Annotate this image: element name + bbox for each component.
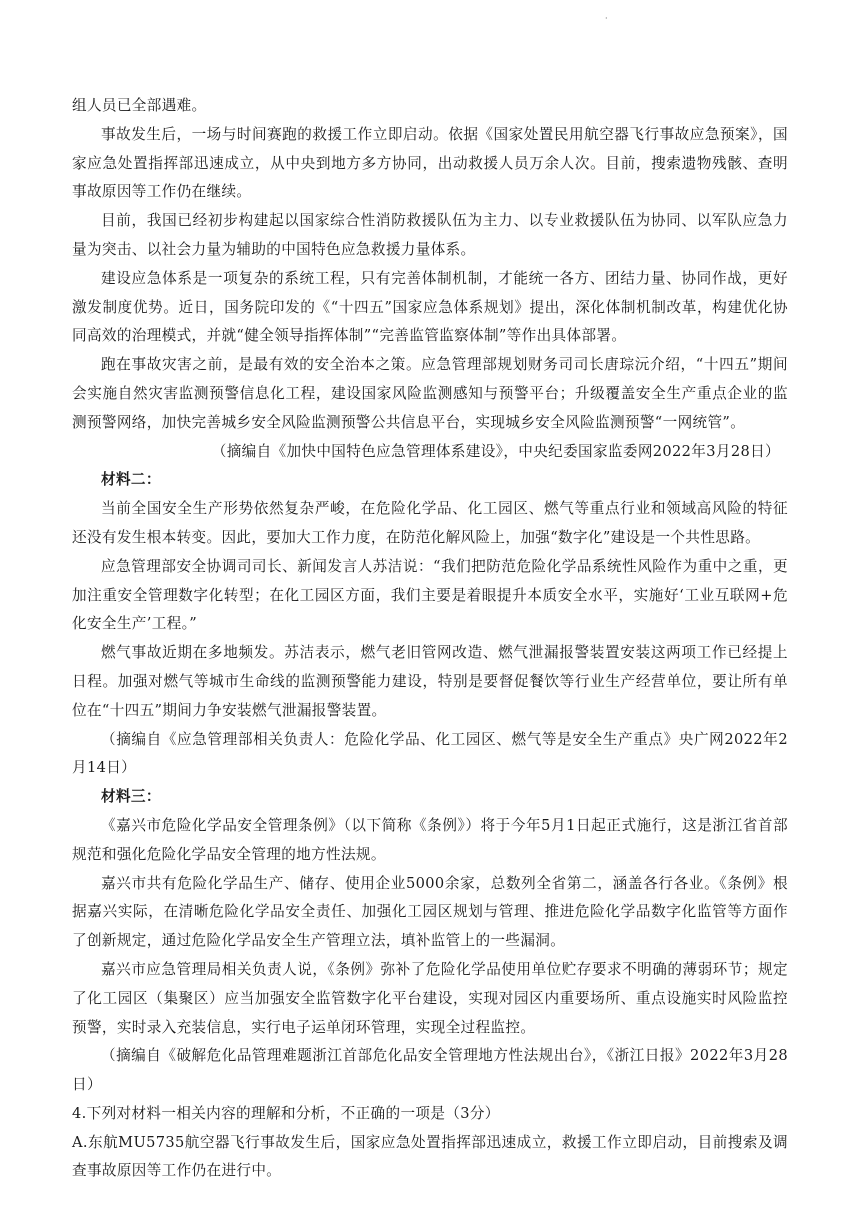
paragraph: 《嘉兴市危险化学品安全管理条例》（以下简称《条例》）将于今年5月1日起正式施行，这是浙江省首部规范和强化危险化学品安全管理的地方性法规。 <box>72 816 788 863</box>
paragraph: 应急管理部安全协调司司长、新闻发言人苏洁说：“我们把防范危险化学品系统性风险作为重中之重，更加注重安全管理数字化转型；在化工园区方面，我们主要是着眼提升本质安全水平，实施好‘工业互联网+危化安全生产’工程。” <box>72 557 788 633</box>
paragraph: 建设应急体系是一项复杂的系统工程，只有完善体制机制，才能统一各方、团结力量、协同作战，更好激发制度优势。近日，国务院印发的《“十四五”国家应急体系规划》提出，深化体制机制改革，构建优化协同高效的治理模式，并就“健全领导指挥体制”“完善监管监察体制”等作出具体部署。 <box>72 269 788 345</box>
paragraph: 事故发生后，一场与时间赛跑的救援工作立即启动。依据《国家处置民用航空器飞行事故应急预案》，国家应急处置指挥部迅速成立，从中央到地方多方协同，出动救援人员万余人次。目前，搜索遗物残骸、查明事故原因等工作仍在继续。 <box>72 125 788 201</box>
answer-option-a: A.东航MU5735航空器飞行事故发生后，国家应急处置指挥部迅速成立，救援工作立即启动，目前搜索及调查事故原因等工作仍在进行中。 <box>72 1133 788 1180</box>
document-body <box>72 92 788 1186</box>
material-heading: 材料二： <box>101 471 161 489</box>
source-citation: （摘编自《破解危化品管理难题浙江首部危化品安全管理地方性法规出台》，《浙江日报》2022年3月28日） <box>72 1047 788 1094</box>
paragraph: 当前全国安全生产形势依然复杂严峻，在危险化学品、化工园区、燃气等重点行业和领域高风险的特征还没有发生根本转变。因此，要加大工作力度，在防范化解风险上，加强“数字化”建设是一个共性思路。 <box>72 500 788 546</box>
paragraph: 跑在事故灾害之前，是最有效的安全治本之策。应急管理部规划财务司司长唐琮沅介绍，“十四五”期间会实施自然灾害监测预警信息化工程，建设国家风险监测感知与预警平台；升级覆盖安全生产重点企业的监测预警网络，加快完善城乡安全风险监测预警公共信息平台，实现城乡安全风险监测预警“一网统管”。 <box>72 356 788 431</box>
paragraph: 目前，我国已经初步构建起以国家综合性消防救援队伍为主力、以专业救援队伍为协同、以军队应急力量为突击、以社会力量为辅助的中国特色应急救援力量体系。 <box>72 212 788 258</box>
source-citation: （摘编自《加快中国特色应急管理体系建设》，中央纪委国家监委网2022年3月28日） <box>211 442 780 460</box>
paragraph: 嘉兴市应急管理局相关负责人说，《条例》弥补了危险化学品使用单位贮存要求不明确的薄弱环节；规定了化工园区（集聚区）应当加强安全监管数字化平台建设，实现对园区内重要场所、重点设施实时风险监控预警，实时录入充装信息，实行电子运单闭环管理，实现全过程监控。 <box>72 960 788 1036</box>
source-citation: （摘编自《应急管理部相关负责人：危险化学品、化工园区、燃气等是安全生产重点》央广网2022年2月14日） <box>72 730 788 777</box>
paragraph-continuation: 组人员已全部遇难。 <box>72 97 207 114</box>
header-mark: · <box>605 14 608 23</box>
material-heading: 材料三： <box>101 788 161 806</box>
paragraph: 燃气事故近期在多地频发。苏洁表示，燃气老旧管网改造、燃气泄漏报警装置安装这两项工作已经提上日程。加强对燃气等城市生命线的监测预警能力建设，特别是要督促餐饮等行业生产经营单位，要让所有单位在“十四五”期间力争安装燃气泄漏报警装置。 <box>72 644 788 719</box>
question-stem: 4.下列对材料一相关内容的理解和分析，不正确的一项是（3分） <box>72 1104 500 1122</box>
paragraph: 嘉兴市共有危险化学品生产、储存、使用企业5000余家，总数列全省第二，涵盖各行各业。《条例》根据嘉兴实际，在清晰危险化学品安全责任、加强化工园区规划与管理、推进危险化学品数字化监管等方面作了创新规定，通过危险化学品安全生产管理立法，填补监管上的一些漏洞。 <box>72 874 788 950</box>
